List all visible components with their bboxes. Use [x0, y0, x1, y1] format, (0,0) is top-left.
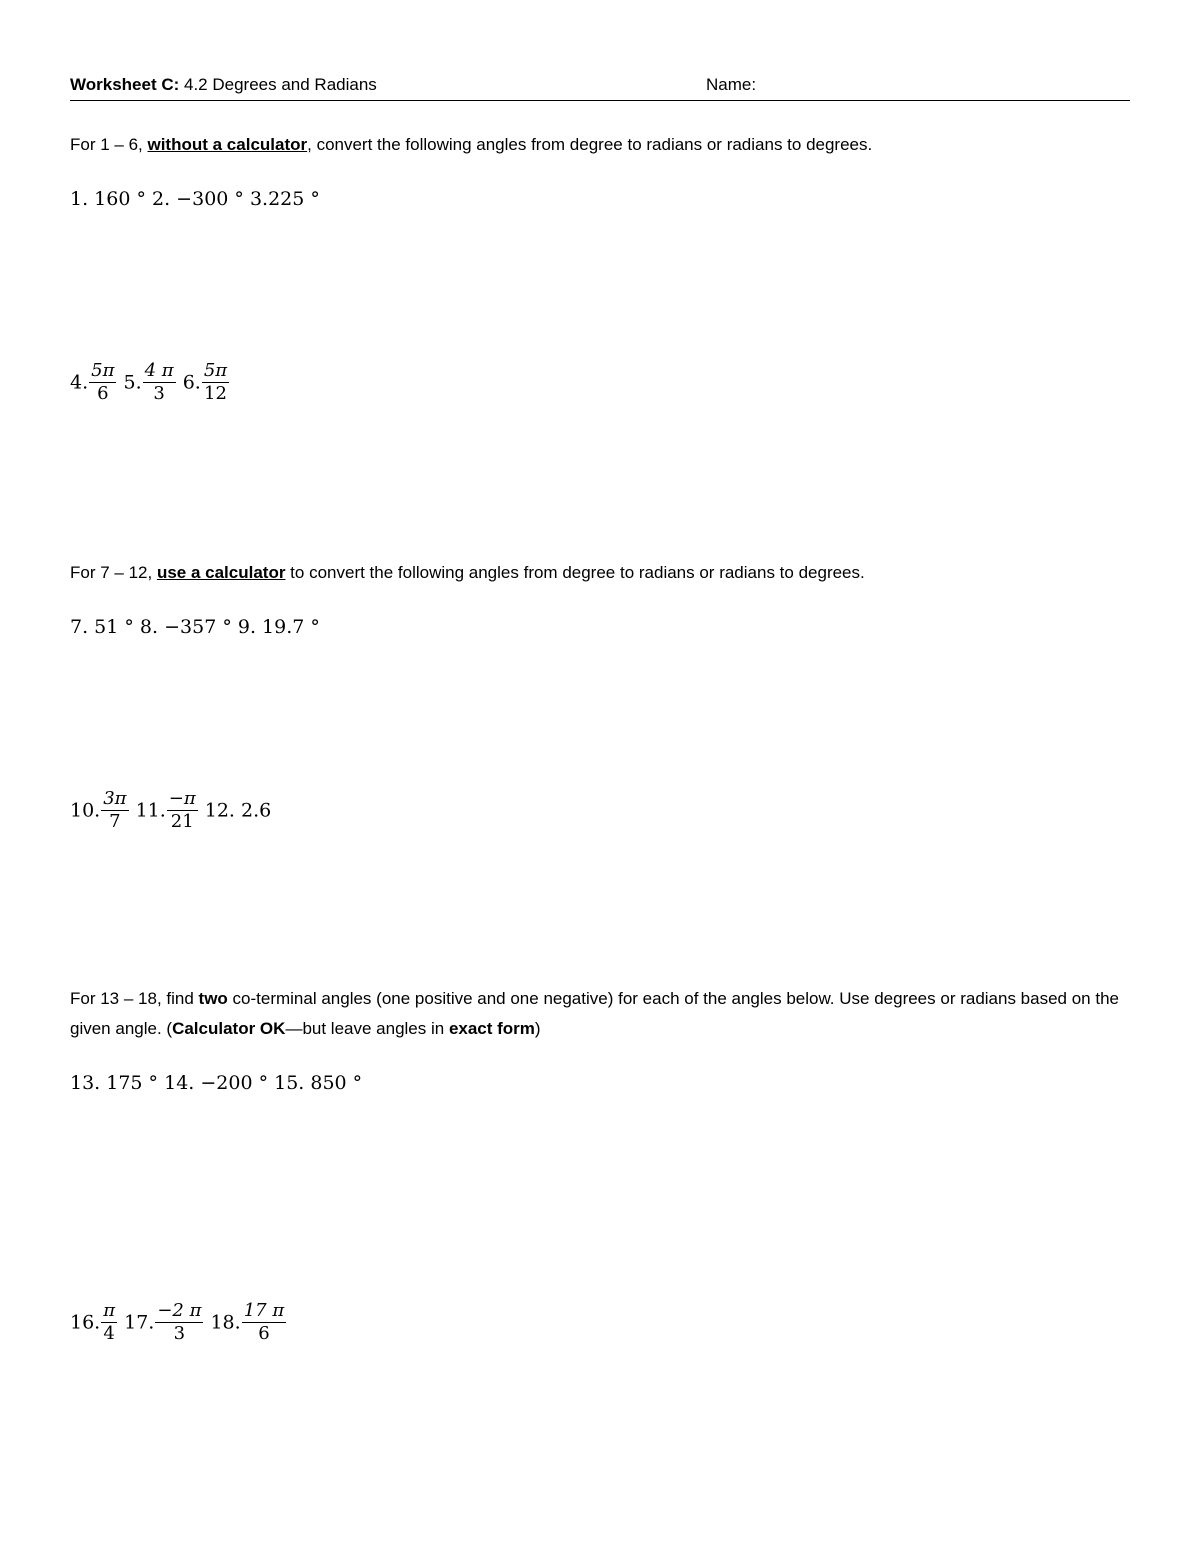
section3-bold-calculator: Calculator OK — [172, 1019, 286, 1038]
fraction-denominator: 7 — [109, 811, 121, 832]
section1-emphasis: without a calculator — [147, 135, 308, 154]
fraction-denominator: 6 — [97, 383, 109, 404]
section3-mid2: —but leave angles in — [285, 1019, 449, 1038]
fraction-denominator: 12 — [204, 383, 227, 404]
worksheet-title — [70, 75, 377, 95]
problem-label: 6. — [182, 371, 201, 394]
fraction — [167, 788, 198, 833]
section2-post: to convert the following angles from degree to radians or radians to degrees. — [285, 563, 865, 582]
fraction-denominator: 21 — [170, 811, 194, 832]
problems-16-18 — [70, 1300, 287, 1345]
section3-bold-two: two — [198, 989, 228, 1008]
section3-bold-exact: exact form — [448, 1019, 535, 1038]
fraction-numerator: 17 π — [243, 1300, 285, 1321]
problems-13-15: 13. 175 ° 14. −200 ° 15. 850 ° — [70, 1072, 363, 1094]
fraction — [101, 788, 128, 833]
fraction-numerator: −2 π — [157, 1300, 202, 1321]
fraction-numerator: π — [103, 1300, 116, 1321]
fraction-numerator: 3π — [103, 788, 127, 809]
section2-emphasis: use a calculator — [156, 563, 286, 582]
problem-label: 10. — [70, 799, 101, 822]
worksheet-header — [70, 72, 1130, 101]
fraction — [89, 360, 116, 405]
problem-label: 5. — [123, 371, 142, 394]
section1-instructions — [70, 130, 1120, 160]
fraction-numerator: 4 π — [144, 360, 174, 381]
problem-label: 4. — [70, 371, 89, 394]
fraction — [202, 360, 229, 405]
problem-12: 12. 2.6 — [204, 799, 272, 822]
fraction — [143, 360, 176, 405]
section1-post: , convert the following angles from degree to radians or radians to degrees. — [307, 135, 873, 154]
section3-pre: For 13 – 18, find — [70, 989, 199, 1008]
section3-instructions — [70, 984, 1120, 1044]
section3-end: ) — [534, 1019, 541, 1038]
fraction-numerator: 5π — [203, 360, 228, 381]
problems-4-6 — [70, 360, 230, 405]
section1-pre: For 1 – 6, — [70, 135, 148, 154]
problems-7-9: 7. 51 ° 8. −357 ° 9. 19.7 ° — [70, 616, 320, 638]
worksheet-topic: 4.2 Degrees and Radians — [179, 75, 377, 94]
section3-mid: co-terminal angles (one positive and one negative) for each of the angles below. Use degrees or radians based on the given angle. ( — [70, 989, 1119, 1038]
problem-label: 11. — [135, 799, 166, 822]
fraction-denominator: 3 — [153, 383, 165, 404]
problem-label: 16. — [70, 1311, 101, 1334]
problems-1-3: 1. 160 ° 2. −300 ° 3.225 ° — [70, 188, 320, 210]
fraction-numerator: 5π — [91, 360, 115, 381]
fraction — [101, 1300, 117, 1345]
fraction-denominator: 4 — [103, 1323, 115, 1344]
name-label: Name: — [706, 75, 757, 94]
fraction — [155, 1300, 203, 1345]
section2-instructions — [70, 558, 1120, 588]
problem-label: 18. — [210, 1311, 241, 1334]
section2-pre: For 7 – 12, — [70, 563, 157, 582]
worksheet-label: Worksheet C: — [70, 75, 180, 94]
fraction — [242, 1300, 286, 1345]
fraction-denominator: 6 — [258, 1323, 270, 1344]
fraction-denominator: 3 — [173, 1323, 186, 1344]
fraction-numerator: −π — [168, 788, 196, 809]
problems-10-12 — [70, 788, 271, 833]
problem-label: 17. — [124, 1311, 155, 1334]
